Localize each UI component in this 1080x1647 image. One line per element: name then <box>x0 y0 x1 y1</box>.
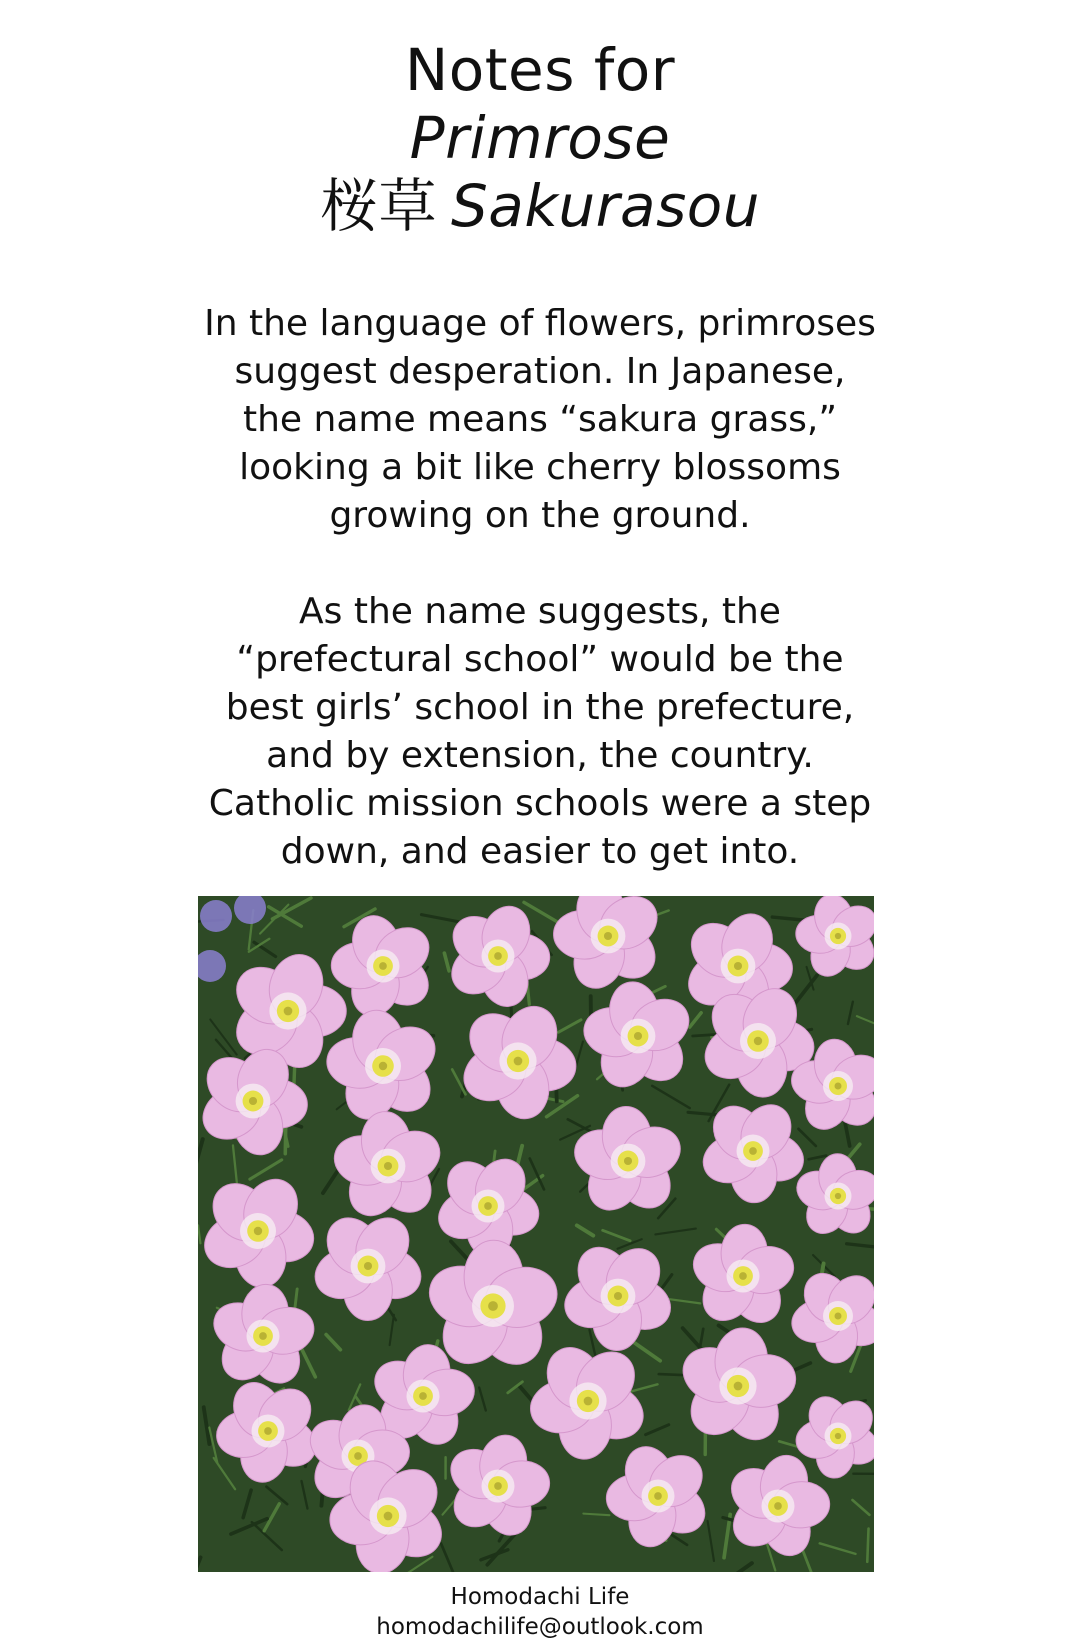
paragraph-prefectural-school <box>120 588 960 876</box>
footer-email: homodachilife@outlook.com <box>376 1614 704 1640</box>
title-japanese: 桜草 <box>319 172 437 240</box>
paragraph-line: Catholic mission schools were a step <box>208 783 872 824</box>
paragraph-line: As the name suggests, the <box>299 591 781 632</box>
paragraph-line: “prefectural school” would be the <box>236 639 844 680</box>
page-title <box>0 36 1080 240</box>
title-line-notes-for: Notes for <box>404 36 676 104</box>
title-line-primrose: Primrose <box>409 104 671 172</box>
paragraph-line: best girls’ school in the prefecture, <box>225 687 855 728</box>
title-romaji: Sakurasou <box>450 172 761 240</box>
title-line-sakurasou <box>0 172 1080 240</box>
paragraph-line: and by extension, the country. <box>266 735 814 776</box>
paragraph-line: growing on the ground. <box>329 495 751 536</box>
footer-credit <box>0 1582 1080 1642</box>
paragraph-line: looking a bit like cherry blossoms <box>239 447 841 488</box>
paragraph-flower-meaning <box>120 300 960 540</box>
paragraph-line: suggest desperation. In Japanese, <box>234 351 846 392</box>
paragraph-line: In the language of flowers, primroses <box>204 303 876 344</box>
primrose-illustration <box>198 896 874 1572</box>
paragraph-line: down, and easier to get into. <box>280 831 800 872</box>
primrose-photo <box>198 896 874 1572</box>
paragraph-line: the name means “sakura grass,” <box>243 399 837 440</box>
footer-name: Homodachi Life <box>450 1584 630 1610</box>
